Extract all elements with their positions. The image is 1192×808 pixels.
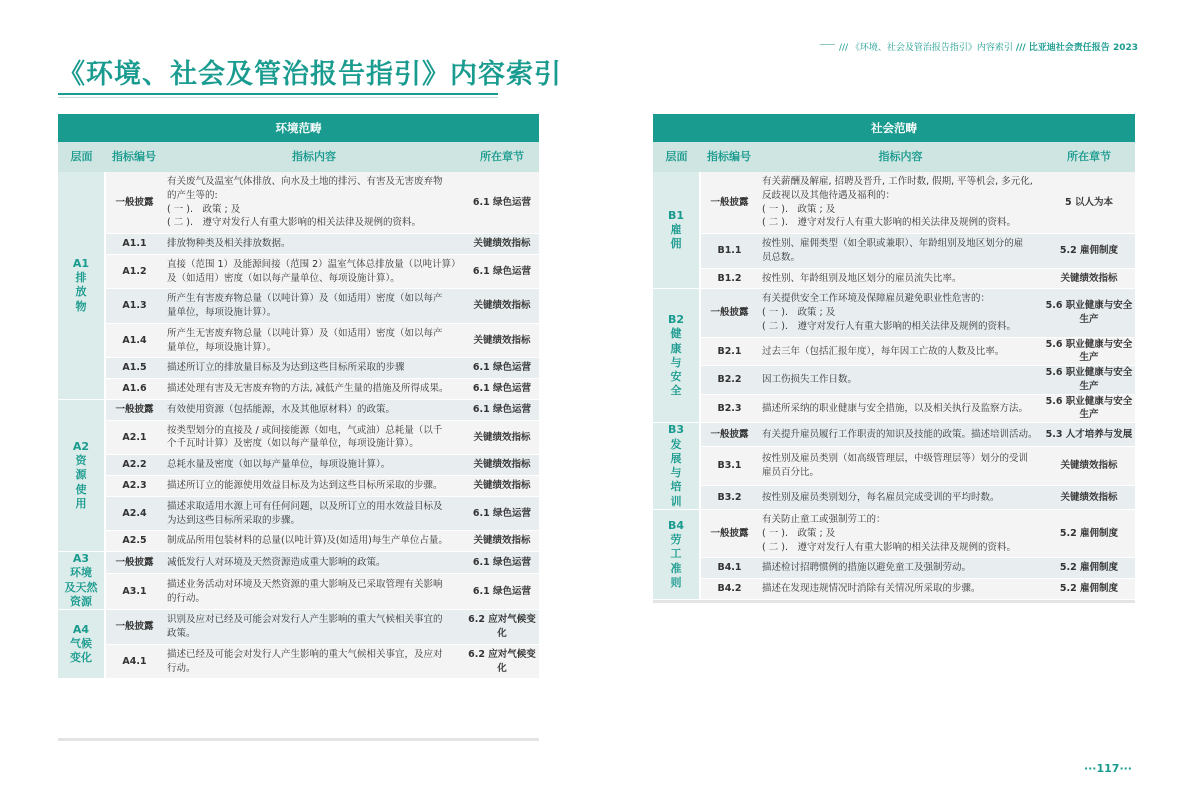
indicator-content xyxy=(163,476,465,497)
aspect-label-line: 使 xyxy=(75,482,87,496)
table-row xyxy=(653,510,1135,558)
chapter-line: 6.1 绿色运营 xyxy=(472,196,532,208)
aspect-label-line: 源 xyxy=(75,468,87,482)
chapter-line: 5.2 雇佣制度 xyxy=(1059,527,1119,539)
aspect-label-line: 康 xyxy=(670,341,682,355)
aspect-label-line: B1 xyxy=(667,208,685,222)
aspect-label-line: 雇 xyxy=(670,223,682,237)
chapter-line: 5.2 雇佣制度 xyxy=(1059,244,1119,256)
chapter-line: 6.2 应对气候变化 xyxy=(468,648,536,674)
table-row xyxy=(653,579,1135,600)
indicator-code: 一般披露 xyxy=(105,172,163,234)
aspect-label-line: 安 xyxy=(670,370,682,384)
table-row xyxy=(58,358,539,379)
table-row xyxy=(653,366,1135,395)
table-row xyxy=(58,531,539,552)
content-line: 员总数。 xyxy=(762,251,801,263)
chapter-line: 关键绩效指标 xyxy=(473,459,531,471)
table-row xyxy=(58,323,539,358)
content-line: 量单位，每项设施计算）。 xyxy=(167,307,277,319)
chapter-line: 5.2 雇佣制度 xyxy=(1059,583,1119,595)
indicator-code: B3.2 xyxy=(700,486,758,510)
indicator-content xyxy=(758,394,1043,423)
indicator-content xyxy=(163,358,465,379)
indicator-content xyxy=(758,486,1043,510)
aspect-label-line: 及天然 xyxy=(64,580,98,594)
chapter-line: 6.1 绿色运营 xyxy=(472,265,532,277)
indicator-content xyxy=(163,172,465,234)
aspect-label-line: 变化 xyxy=(70,651,92,665)
content-line: 描述处理有害及无害废弃物的方法, 减低产生量的措施及所得成果。 xyxy=(167,383,449,395)
chapter-line: 6.2 应对气候变化 xyxy=(468,614,536,640)
indicator-content xyxy=(163,610,465,645)
content-line: 雇员百分比。 xyxy=(762,467,820,479)
content-line: 描述求取适用水源上可有任何问题，以及所订立的用水效益目标及 xyxy=(167,500,443,512)
aspect-label-line: 与 xyxy=(670,355,682,369)
content-line: ( 一 ). 政策 ; 及 xyxy=(167,203,241,215)
content-line: 反歧视以及其他待遇及福利的： xyxy=(762,189,896,201)
indicator-code: A2.4 xyxy=(105,496,163,531)
table-row xyxy=(653,558,1135,579)
col-code: 指标编号 xyxy=(700,142,758,172)
chapter-reference xyxy=(1043,289,1135,337)
aspect-label xyxy=(58,610,105,679)
chapter-line: 关键绩效指标 xyxy=(473,480,531,492)
chapter-line: 6.1 绿色运营 xyxy=(472,556,532,568)
chapter-reference xyxy=(465,399,539,420)
content-line: 描述业务活动对环境及天然资源的重大影响及已采取管理有关影响 xyxy=(167,578,443,590)
content-line: 排放物种类及相关排放数据。 xyxy=(167,238,291,250)
content-line: 行动。 xyxy=(167,662,196,674)
indicator-code: A2.1 xyxy=(105,420,163,455)
indicator-code: 一般披露 xyxy=(700,172,758,234)
content-line: 减低发行人对环境及天然资源造成重大影响的政策。 xyxy=(167,556,386,568)
content-line: 有关废气及温室气体排放、向水及土地的排污、有害及无害废弃物 xyxy=(167,176,443,187)
chapter-reference xyxy=(465,476,539,497)
table-row xyxy=(58,379,539,400)
content-line: 按类型划分的直接及 / 或间接能源（如电，气或油）总耗量（以千 xyxy=(167,424,443,436)
indicator-content xyxy=(758,366,1043,395)
aspect-label-line: 健 xyxy=(670,327,682,341)
content-line: ( 二 ). 遵守对发行人有重大影响的相关法律及规例的资料。 xyxy=(167,217,421,229)
environment-table-footer xyxy=(58,738,539,741)
table-row xyxy=(653,268,1135,289)
content-line: ( 一 ). 政策 ; 及 xyxy=(762,307,836,319)
table-row xyxy=(653,394,1135,423)
aspect-label-line: 资源 xyxy=(70,594,92,608)
social-table-footer xyxy=(653,600,1135,603)
chapter-line: 5.6 职业健康与安全 xyxy=(1045,338,1133,350)
aspect-label-line: 则 xyxy=(670,575,682,589)
content-line: 因工伤损失工作日数。 xyxy=(762,374,858,386)
aspect-label-line: 气候 xyxy=(70,637,92,651)
title-rule xyxy=(58,93,498,95)
indicator-content xyxy=(163,455,465,476)
table-row xyxy=(58,172,539,234)
content-line: 所产生无害废弃物总量（以吨计算）及（如适用）密度（如以每产 xyxy=(167,327,443,339)
chapter-reference xyxy=(1043,394,1135,423)
content-line: 按性别及雇员类别划分，每名雇员完成受训的平均时数。 xyxy=(762,491,1000,503)
aspect-label-line: 全 xyxy=(670,384,682,398)
content-line: 的行动。 xyxy=(167,592,206,604)
chapter-reference xyxy=(465,455,539,476)
chapter-reference xyxy=(1043,172,1135,234)
indicator-content xyxy=(163,289,465,324)
indicator-code: A1.2 xyxy=(105,254,163,289)
aspect-label-line: 用 xyxy=(75,496,87,510)
indicator-content xyxy=(758,268,1043,289)
aspect-label-line: 环境 xyxy=(70,566,92,580)
chapter-line: 关键绩效指标 xyxy=(473,431,531,443)
chapter-reference xyxy=(1043,423,1135,447)
chapter-line: 生产 xyxy=(1079,380,1099,392)
aspect-label-line: 展 xyxy=(670,451,682,465)
chapter-line: 5.6 职业健康与安全 xyxy=(1045,367,1133,379)
chapter-reference xyxy=(465,323,539,358)
table-row xyxy=(58,573,539,609)
running-header xyxy=(835,40,1138,53)
indicator-code: B1.1 xyxy=(700,234,758,269)
aspect-label xyxy=(58,552,105,610)
indicator-code: A2.5 xyxy=(105,531,163,552)
indicator-code: A1.4 xyxy=(105,323,163,358)
chapter-line: 5.2 雇佣制度 xyxy=(1059,562,1119,574)
content-line: 按性别、年龄组别及地区划分的雇员流失比率。 xyxy=(762,272,962,284)
indicator-content xyxy=(758,172,1043,234)
content-line: 政策。 xyxy=(167,628,196,640)
content-line: ( 二 ). 遵守对发行人有重大影响的相关法律及规例的资料。 xyxy=(762,541,1016,553)
indicator-code: B2.2 xyxy=(700,366,758,395)
table-row xyxy=(58,496,539,531)
chapter-line: 6.1 绿色运营 xyxy=(472,403,532,415)
chapter-line: 关键绩效指标 xyxy=(473,300,531,312)
content-line: 有关提升雇员履行工作职责的知识及技能的政策。描述培训活动。 xyxy=(762,428,1038,440)
page-title: 《环境、社会及管治报告指引》内容索引 xyxy=(58,59,562,90)
table-row xyxy=(653,337,1135,366)
chapter-line: 6.1 绿色运营 xyxy=(472,383,532,395)
col-chapter: 所在章节 xyxy=(1043,142,1135,172)
chapter-line: 关键绩效指标 xyxy=(473,334,531,346)
chapter-reference xyxy=(465,496,539,531)
indicator-content xyxy=(758,446,1043,485)
environment-heading: 环境范畴 xyxy=(58,114,539,142)
aspect-label-line: B3 xyxy=(667,423,685,437)
chapter-line: 关键绩效指标 xyxy=(473,535,531,547)
chapter-line: 5.6 职业健康与安全 xyxy=(1045,300,1133,312)
environment-body xyxy=(58,172,539,679)
aspect-label xyxy=(653,510,700,600)
indicator-code: B3.1 xyxy=(700,446,758,485)
indicator-code: 一般披露 xyxy=(700,510,758,558)
col-aspect: 层面 xyxy=(58,142,105,172)
indicator-code: A1.3 xyxy=(105,289,163,324)
chapter-reference xyxy=(465,379,539,400)
indicator-content xyxy=(163,496,465,531)
indicator-code: A1.1 xyxy=(105,234,163,255)
chapter-line: 6.1 绿色运营 xyxy=(472,507,532,519)
indicator-content xyxy=(163,254,465,289)
content-line: 有关薪酬及解雇, 招聘及晋升, 工作时数, 假期, 平等机会, 多元化, xyxy=(762,176,1033,187)
chapter-reference xyxy=(1043,366,1135,395)
environment-table xyxy=(58,114,539,679)
table-row xyxy=(58,455,539,476)
content-line: 过去三年（包括汇报年度），每年因工亡故的人数及比率。 xyxy=(762,345,1005,357)
content-line: 的产生等的: xyxy=(167,189,218,201)
social-heading: 社会范畴 xyxy=(653,114,1135,142)
indicator-content xyxy=(163,531,465,552)
content-line: ( 二 ). 遵守对发行人有重大影响的相关法律及规例的资料。 xyxy=(762,217,1016,229)
indicator-content xyxy=(163,323,465,358)
aspect-label-line: 发 xyxy=(670,437,682,451)
table-row xyxy=(58,610,539,645)
aspect-label-line: 排 xyxy=(75,271,87,285)
indicator-code: B1.2 xyxy=(700,268,758,289)
page-number: ···117··· xyxy=(1083,762,1132,775)
table-row xyxy=(653,289,1135,337)
content-line: 有效使用资源（包括能源，水及其他原材料）的政策。 xyxy=(167,403,396,415)
indicator-content xyxy=(163,420,465,455)
chapter-line: 关键绩效指标 xyxy=(1060,272,1118,284)
indicator-content xyxy=(758,510,1043,558)
indicator-content xyxy=(758,423,1043,447)
chapter-reference xyxy=(1043,579,1135,600)
indicator-content xyxy=(758,289,1043,337)
content-line: 及（如适用）密度（如以每产量单位、每项设施计算）。 xyxy=(167,272,400,284)
content-line: 量单位，每项设施计算）。 xyxy=(167,341,277,353)
aspect-label xyxy=(653,423,700,510)
chapter-reference xyxy=(465,234,539,255)
aspect-label-line: 劳 xyxy=(670,533,682,546)
aspect-label xyxy=(58,172,105,399)
content-line: 直接（范围 1）及能源间接（范围 2）温室气体总排放量（以吨计算） xyxy=(167,258,461,270)
chapter-line: 生产 xyxy=(1079,314,1099,325)
content-line: 个千瓦时计算）及密度（如以每产量单位，每项设施计算）。 xyxy=(167,438,419,450)
chapter-line: 关键绩效指标 xyxy=(1060,460,1118,472)
content-line: 总耗水量及密度（如以每产量单位，每项设施计算）。 xyxy=(167,459,391,471)
chapter-reference xyxy=(1043,234,1135,269)
aspect-label-line: 放 xyxy=(75,285,87,299)
content-line: 描述检讨招聘惯例的措施以避免童工及强制劳动。 xyxy=(762,562,972,574)
table-row xyxy=(58,552,539,574)
header-section: /// 《环境、社会及管治报告指引》内容索引 xyxy=(838,43,1013,53)
col-aspect: 层面 xyxy=(653,142,700,172)
indicator-code: 一般披露 xyxy=(105,552,163,574)
table-row xyxy=(653,423,1135,447)
content-line: 所产生有害废弃物总量（以吨计算）及（如适用）密度（如以每产 xyxy=(167,293,443,305)
content-line: ( 一 ). 政策 ; 及 xyxy=(762,527,836,539)
chapter-reference xyxy=(465,644,539,679)
content-line: 有关提供安全工作环境及保障雇员避免职业性危害的： xyxy=(762,293,991,305)
table-row xyxy=(58,420,539,455)
content-line: ( 一 ). 政策 ; 及 xyxy=(762,203,836,215)
chapter-line: 6.1 绿色运营 xyxy=(472,585,532,597)
aspect-label-line: 培 xyxy=(670,480,682,494)
chapter-line: 生产 xyxy=(1079,409,1099,421)
table-row xyxy=(58,476,539,497)
table-row xyxy=(653,234,1135,269)
indicator-content xyxy=(758,558,1043,579)
table-row xyxy=(58,644,539,679)
content-line: 按性别、雇佣类型（如全职或兼职）、年龄组别及地区划分的雇 xyxy=(762,238,1024,250)
indicator-code: 一般披露 xyxy=(105,399,163,420)
indicator-code: A4.1 xyxy=(105,644,163,679)
table-row xyxy=(653,486,1135,510)
chapter-reference xyxy=(465,610,539,645)
chapter-line: 6.1 绿色运营 xyxy=(472,362,532,374)
col-chapter: 所在章节 xyxy=(465,142,539,172)
chapter-reference xyxy=(465,573,539,609)
chapter-reference xyxy=(465,254,539,289)
indicator-content xyxy=(163,573,465,609)
aspect-label-line: A3 xyxy=(72,552,90,566)
content-line: 按性别及雇员类别（如高级管理层，中级管理层等）划分的受训 xyxy=(762,453,1029,465)
chapter-reference xyxy=(1043,337,1135,366)
chapter-reference xyxy=(1043,558,1135,579)
content-line: 有关防止童工或强制劳工的： xyxy=(762,514,886,526)
table-row xyxy=(58,234,539,255)
chapter-reference xyxy=(465,420,539,455)
indicator-code: 一般披露 xyxy=(105,610,163,645)
header-report: /// 比亚迪社会责任报告 2023 xyxy=(1015,43,1138,53)
indicator-content xyxy=(163,379,465,400)
table-row xyxy=(58,289,539,324)
chapter-line: 5 以人为本 xyxy=(1065,196,1113,208)
indicator-content xyxy=(163,644,465,679)
col-content: 指标内容 xyxy=(758,142,1043,172)
content-line: 描述所订立的能源使用效益目标及为达到这些目标所采取的步骤。 xyxy=(167,480,443,492)
indicator-content xyxy=(163,234,465,255)
aspect-label-line: 训 xyxy=(670,494,682,508)
aspect-label-line: 工 xyxy=(670,547,682,561)
aspect-label-line: 资 xyxy=(75,454,87,468)
indicator-content xyxy=(758,234,1043,269)
aspect-label-line: 准 xyxy=(670,561,682,575)
table-row xyxy=(653,446,1135,485)
indicator-code: A2.3 xyxy=(105,476,163,497)
chapter-line: 关键绩效指标 xyxy=(1060,491,1118,503)
indicator-code: 一般披露 xyxy=(700,289,758,337)
indicator-code: 一般披露 xyxy=(700,423,758,447)
chapter-reference xyxy=(1043,510,1135,558)
social-body xyxy=(653,172,1135,599)
col-code: 指标编号 xyxy=(105,142,163,172)
chapter-reference xyxy=(1043,446,1135,485)
chapter-line: 关键绩效指标 xyxy=(473,238,531,250)
chapter-reference xyxy=(465,358,539,379)
aspect-label xyxy=(653,172,700,289)
indicator-code: B4.2 xyxy=(700,579,758,600)
indicator-content xyxy=(758,579,1043,600)
aspect-label xyxy=(58,399,105,551)
chapter-reference xyxy=(465,552,539,574)
indicator-code: A2.2 xyxy=(105,455,163,476)
chapter-line: 生产 xyxy=(1079,352,1099,364)
indicator-code: B4.1 xyxy=(700,558,758,579)
content-line: 制成品所用包装材料的总量(以吨计算)及(如适用)每生产单位占量。 xyxy=(167,535,448,547)
aspect-label-line: B2 xyxy=(667,312,685,326)
content-line: 描述所采纳的职业健康与安全措施，以及相关执行及监察方法。 xyxy=(762,402,1029,414)
content-line: 识别及应对已经及可能会对发行人产生影响的重大气候相关事宜的 xyxy=(167,614,443,626)
aspect-label-line: 物 xyxy=(75,299,87,313)
indicator-content xyxy=(163,552,465,574)
aspect-label xyxy=(653,289,700,423)
aspect-label-line: A1 xyxy=(72,256,90,270)
indicator-code: A3.1 xyxy=(105,573,163,609)
indicator-code: A1.6 xyxy=(105,379,163,400)
indicator-code: B2.3 xyxy=(700,394,758,423)
chapter-reference xyxy=(1043,486,1135,510)
chapter-reference xyxy=(465,531,539,552)
indicator-content xyxy=(163,399,465,420)
table-row xyxy=(653,172,1135,234)
content-line: 描述已经及可能会对发行人产生影响的重大气候相关事宜，及应对 xyxy=(167,648,443,660)
chapter-reference xyxy=(465,289,539,324)
social-table xyxy=(653,114,1135,600)
title-rule-thin xyxy=(58,97,498,98)
content-line: 描述所订立的排放量目标及为达到这些目标所采取的步骤 xyxy=(167,362,405,374)
content-line: 描述在发现违规情况时消除有关情况所采取的步骤。 xyxy=(762,583,981,595)
content-line: ( 二 ). 遵守对发行人有重大影响的相关法律及规例的资料。 xyxy=(762,320,1016,332)
indicator-code: A1.5 xyxy=(105,358,163,379)
chapter-line: 5.6 职业健康与安全 xyxy=(1045,395,1133,407)
col-content: 指标内容 xyxy=(163,142,465,172)
table-row xyxy=(58,399,539,420)
indicator-code: B2.1 xyxy=(700,337,758,366)
aspect-label-line: 与 xyxy=(670,466,682,480)
content-line: 为达到这些目标所采取的步骤。 xyxy=(167,514,301,526)
chapter-reference xyxy=(1043,268,1135,289)
chapter-reference xyxy=(465,172,539,234)
aspect-label-line: A2 xyxy=(72,439,90,453)
chapter-line: 5.3 人才培养与发展 xyxy=(1045,428,1133,440)
aspect-label-line: B4 xyxy=(667,518,685,532)
aspect-label-line: 佣 xyxy=(670,237,682,251)
indicator-content xyxy=(758,337,1043,366)
table-row xyxy=(58,254,539,289)
aspect-label-line: A4 xyxy=(72,622,90,636)
